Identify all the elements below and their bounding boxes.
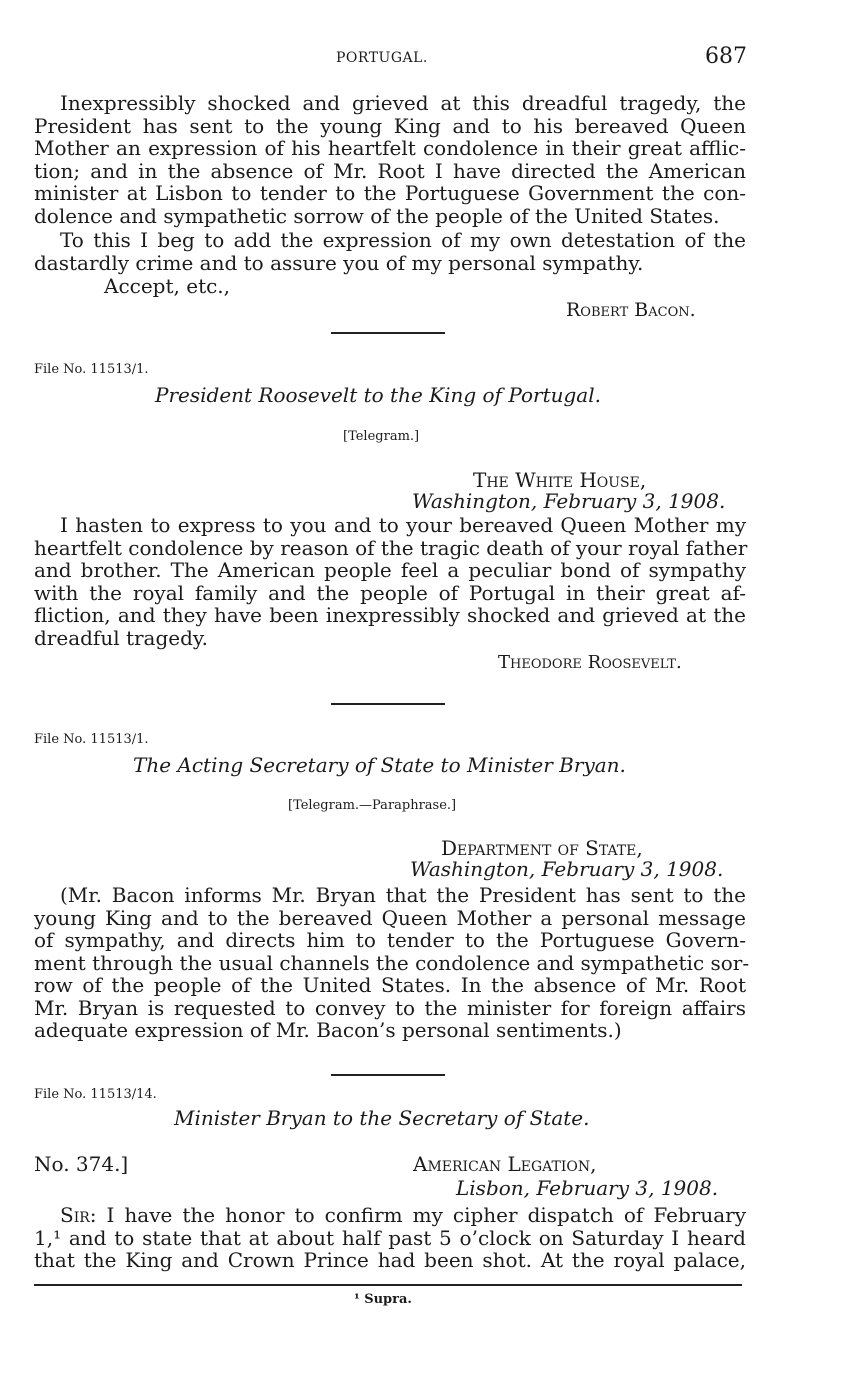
paraphrase-body bbox=[34, 883, 750, 1042]
text-line: (Mr. Bacon informs Mr. Bryan that the President has sent to the bbox=[60, 883, 746, 907]
footnote-rule bbox=[34, 1284, 742, 1286]
dispatch-body bbox=[34, 1204, 746, 1272]
text-line: heartfelt condolence by reason of the tragic death of your royal father bbox=[34, 535, 748, 560]
text-line: that the King and Crown Prince had been shot. At the royal palace, bbox=[34, 1248, 746, 1272]
document-heading: The Acting Secretary of State to Minister Bryan. bbox=[133, 753, 626, 777]
section-divider bbox=[331, 332, 445, 334]
document-type: [Telegram.—Paraphrase.] bbox=[288, 798, 457, 813]
file-number: File No. 11513/1. bbox=[34, 732, 149, 747]
text-line: 1,¹ and to state that at about half past 5 o’clock on Saturday I heard bbox=[34, 1225, 746, 1250]
paragraph-1 bbox=[34, 92, 746, 227]
footnote: ¹ Supra. bbox=[354, 1292, 412, 1307]
section-divider bbox=[331, 703, 445, 705]
place-date: Washington, February 3, 1908. bbox=[412, 489, 726, 513]
text-line: minister at Lisbon to tender to the Portuguese Government the con- bbox=[34, 181, 746, 205]
sender-address: Department of State, bbox=[441, 836, 643, 860]
text-line: To this I beg to add the expression of my own detestation of the bbox=[60, 228, 746, 252]
dispatch-number: No. 374.] bbox=[34, 1152, 129, 1176]
file-number: File No. 11513/1. bbox=[34, 362, 149, 377]
text-line: with the royal family and the people of Portugal in their great af- bbox=[34, 580, 746, 605]
section-divider bbox=[331, 1074, 445, 1076]
text-line: row of the people of the United States. In the absence of Mr. Root bbox=[34, 973, 746, 997]
text-line: young King and to the bereaved Queen Mother a personal message bbox=[34, 905, 746, 930]
place-date: Lisbon, February 3, 1908. bbox=[456, 1176, 719, 1200]
text-line: President has sent to the young King and to his bereaved Queen bbox=[34, 113, 746, 138]
salutation: Sir: bbox=[60, 1203, 97, 1227]
document-heading: President Roosevelt to the King of Portugal. bbox=[155, 383, 601, 407]
text-line: dastardly crime and to assure you of my personal sympathy. bbox=[34, 250, 644, 275]
text-line: and brother. The American people feel a peculiar bond of sympathy bbox=[34, 558, 746, 582]
text-line: I hasten to express to you and to your bereaved Queen Mother my bbox=[60, 513, 746, 537]
text-line: Mother an expression of his heartfelt condolence in their great afflic- bbox=[34, 136, 746, 160]
paragraph-2 bbox=[34, 229, 746, 274]
text-line: fliction, and they have been inexpressibly shocked and grieved at the bbox=[34, 603, 746, 627]
signature-bacon: Robert Bacon. bbox=[566, 299, 696, 321]
place-date: Washington, February 3, 1908. bbox=[410, 857, 724, 881]
text-line: dolence and sympathetic sorrow of the people of the United States. bbox=[34, 203, 720, 228]
document-type: [Telegram.] bbox=[343, 429, 420, 444]
running-title: PORTUGAL. bbox=[336, 50, 428, 66]
text-line: ment through the usual channels the condolence and sympathetic sor- bbox=[34, 950, 750, 975]
text-line: of sympathy, and directs him to tender to the Portuguese Govern- bbox=[34, 928, 746, 952]
text-line: Inexpressibly shocked and grieved at this dreadful tragedy, the bbox=[60, 91, 746, 115]
text-line: dreadful tragedy. bbox=[34, 625, 208, 650]
closing: Accept, etc., bbox=[104, 274, 231, 298]
text-line: adequate expression of Mr. Bacon’s personal sentiments.) bbox=[34, 1018, 622, 1042]
text-line bbox=[34, 1204, 746, 1227]
page-number: 687 bbox=[705, 44, 747, 69]
file-number: File No. 11513/14. bbox=[34, 1087, 157, 1102]
sender-address: American Legation, bbox=[413, 1152, 597, 1176]
sender-address: The White House, bbox=[473, 468, 647, 492]
text-line: Mr. Bryan is requested to convey to the minister for foreign affairs bbox=[34, 995, 746, 1020]
text-line: tion; and in the absence of Mr. Root I have directed the American bbox=[34, 158, 746, 183]
telegram-body bbox=[34, 514, 746, 649]
text-span: I have the honor to confirm my cipher dispatch of February bbox=[96, 1203, 746, 1227]
document-heading: Minister Bryan to the Secretary of State. bbox=[174, 1106, 590, 1130]
signature-roosevelt: Theodore Roosevelt. bbox=[498, 652, 682, 673]
